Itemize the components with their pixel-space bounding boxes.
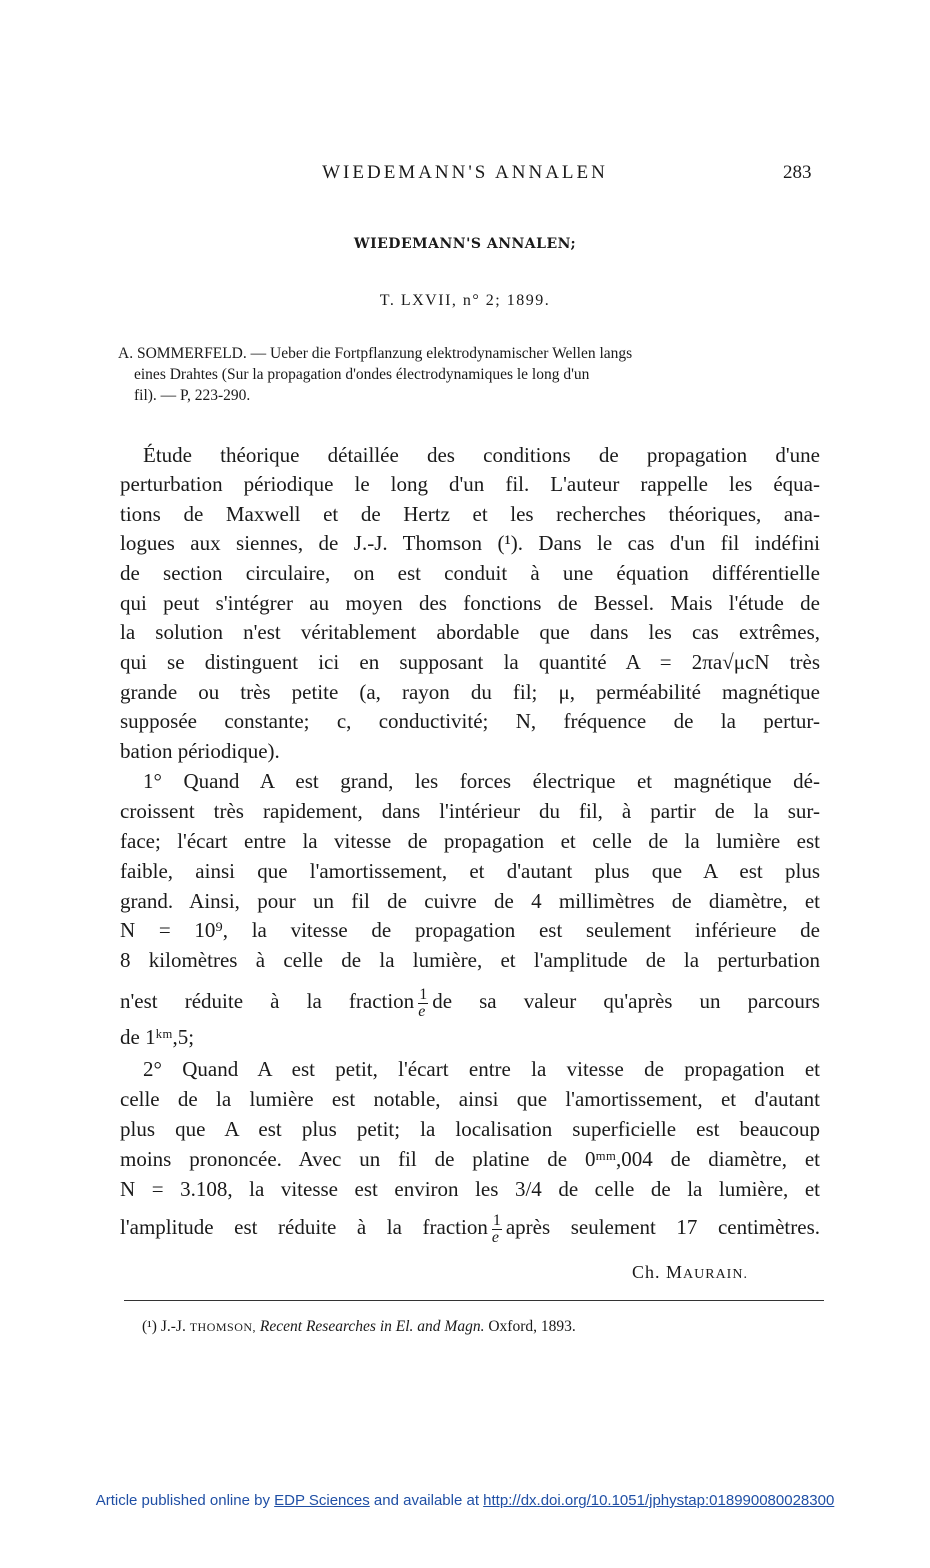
body-line: N = 10⁹, la vitesse de propagation est seulement inférieure de	[120, 918, 820, 942]
footnote-author: THOMSON,	[189, 1320, 257, 1334]
body-line: perturbation périodique le long d'un fil. L'auteur rappelle les équa-	[120, 472, 820, 496]
reference-line: eines Drahtes (Sur la propagation d'ondes électrodynamiques le long d'un	[134, 366, 590, 383]
footer-prefix: Article published online by	[95, 1492, 275, 1509]
fraction-text-after: de sa valeur qu'après un parcours	[432, 989, 820, 1013]
body-line: 1° Quand A est grand, les forces électrique et magnétique dé-	[143, 769, 820, 793]
footnote-divider	[124, 1300, 824, 1301]
body-line: faible, ainsi que l'amortissement, et d'autant plus que A est plus	[120, 859, 820, 883]
fraction-numerator: 1	[419, 985, 428, 1003]
body-line-with-fraction	[120, 985, 820, 1020]
footer-middle: and available at	[369, 1492, 484, 1509]
body-line: bation périodique).	[120, 739, 280, 763]
body-line: plus que A est plus petit; la localisation superficielle est beaucoup	[120, 1117, 820, 1141]
fraction-text-before: n'est réduite à la fraction	[120, 989, 415, 1013]
body-line: supposée constante; c, conductivité; N, fréquence de la pertur-	[120, 709, 820, 733]
doi-link[interactable]: http://dx.doi.org/10.1051/jphystap:018990080028300	[483, 1492, 835, 1509]
footnote-title: Recent Researches in El. and Magn.	[256, 1318, 485, 1335]
body-line: qui peut s'intégrer au moyen des fonctions de Bessel. Mais l'étude de	[120, 591, 820, 615]
body-line: 2° Quand A est petit, l'écart entre la vitesse de propagation et	[143, 1057, 820, 1081]
fraction-numerator: 1	[492, 1211, 501, 1229]
publication-footer	[0, 1492, 930, 1509]
body-line-with-fraction	[120, 1211, 820, 1246]
footnote-rest: Oxford, 1893.	[484, 1318, 576, 1335]
body-line: logues aux siennes, de J.-J. Thomson (¹). Dans le cas d'un fil indéfini	[120, 531, 820, 555]
signature-rest: AURAIN.	[683, 1267, 748, 1282]
body-line: N = 3.108, la vitesse est environ les 3/4 de celle de la lumière, et	[120, 1177, 820, 1201]
fraction-text-before: l'amplitude est réduite à la fraction	[120, 1215, 488, 1239]
body-line: tions de Maxwell et de Hertz et les recherches théoriques, ana-	[120, 502, 820, 526]
fraction-1-over-e	[418, 987, 428, 1020]
reference-line: A. SOMMERFELD. — Ueber die Fortpflanzung elektrodynamischer Wellen langs	[118, 345, 633, 362]
body-line: moins prononcée. Avec un fil de platine de 0ᵐᵐ,004 de diamètre, et	[120, 1147, 820, 1171]
reference-line: fil). — P, 223-290.	[134, 387, 251, 404]
signature-initial: Ch. M	[632, 1262, 684, 1282]
body-line: la solution n'est véritablement abordable que dans les cas extrêmes,	[120, 620, 820, 644]
fraction-1-over-e	[492, 1213, 502, 1246]
body-line: celle de la lumière est notable, ainsi que l'amortissement, et d'autant	[120, 1087, 820, 1111]
fraction-denominator: e	[491, 1228, 499, 1246]
author-signature	[632, 1262, 748, 1283]
body-line: 8 kilomètres à celle de la lumière, et l'amplitude de la perturbation	[120, 948, 820, 972]
body-line: grande ou très petite (a, rayon du fil; μ, perméabilité magnétique	[120, 680, 820, 704]
body-line: croissent très rapidement, dans l'intérieur du fil, à partir de la sur-	[120, 799, 820, 823]
footnote	[142, 1318, 576, 1336]
body-line: face; l'écart entre la vitesse de propagation et celle de la lumière est	[120, 829, 820, 853]
body-line: de 1ᵏᵐ,5;	[120, 1025, 195, 1049]
journal-title: WIEDEMANN'S ANNALEN;	[353, 236, 577, 252]
footnote-mark: (¹) J.-J.	[142, 1318, 190, 1335]
fraction-text-after: après seulement 17 centimètres.	[505, 1215, 820, 1239]
publisher-link[interactable]: EDP Sciences	[274, 1492, 370, 1509]
page-number: 283	[783, 162, 812, 183]
issue-line: T. LXVII, n° 2; 1899.	[379, 292, 551, 309]
body-line: Étude théorique détaillée des conditions de propagation d'une	[143, 443, 820, 467]
body-line: de section circulaire, on est conduit à une équation différentielle	[120, 561, 820, 585]
body-line: grand. Ainsi, pour un fil de cuivre de 4 millimètres de diamètre, et	[120, 889, 820, 913]
fraction-denominator: e	[418, 1002, 426, 1020]
running-title: WIEDEMANN'S ANNALEN	[322, 162, 608, 183]
body-line: qui se distinguent ici en supposant la quantité A = 2πa√μcN très	[120, 650, 820, 674]
